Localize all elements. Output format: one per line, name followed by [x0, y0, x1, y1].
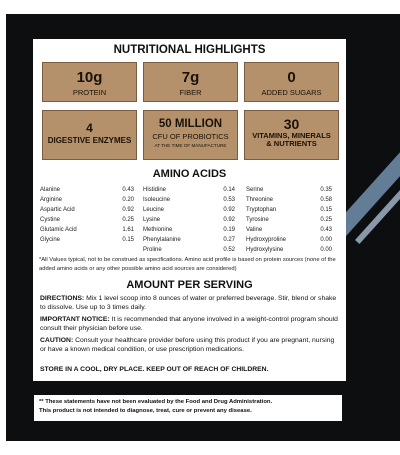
amino-name: Hydroxylysine	[246, 247, 284, 253]
amino-column-2	[143, 185, 235, 255]
amino-value: 0.27	[223, 237, 235, 243]
nutritional-highlights-title: NUTRITIONAL HIGHLIGHTS	[113, 44, 266, 56]
disclaimer-line-2: This product is not intended to diagnose, treat, cure or prevent any disease.	[39, 407, 252, 414]
tile-label: FIBER	[179, 88, 202, 97]
tile-value: 0	[287, 69, 296, 86]
amino-value: 0.14	[223, 187, 235, 193]
amino-name: Lysine	[143, 217, 161, 223]
tile-label: PROTEIN	[72, 88, 107, 97]
amino-name: Cystine	[40, 217, 61, 223]
amino-value: 0.19	[223, 227, 235, 233]
amino-row	[246, 245, 332, 255]
tile-value: 4	[86, 121, 93, 135]
amino-value: 0.25	[320, 217, 332, 223]
amino-acids-heading: AMINO ACIDS	[152, 168, 227, 180]
amino-value: 0.53	[223, 197, 235, 203]
amino-row	[246, 205, 332, 215]
amino-name: Phenylalanine	[143, 237, 181, 243]
amino-row	[40, 205, 134, 215]
amino-row	[143, 225, 235, 235]
amino-row	[40, 195, 134, 205]
directions-text: Mix 1 level scoop into 8 ounces of water or preferred beverage. Stir, blend or shake to dissolve. Use up to 3 times daily.	[40, 295, 337, 311]
fda-disclaimer	[34, 395, 342, 421]
amino-row	[143, 235, 235, 245]
amino-name: Leucine	[143, 207, 165, 213]
amino-name: Histidine	[143, 187, 167, 193]
tile-vitamins-minerals	[244, 110, 339, 160]
amino-row	[143, 215, 235, 225]
amino-row	[40, 215, 134, 225]
amino-value: 0.92	[223, 217, 235, 223]
amino-value: 0.35	[320, 187, 332, 193]
tile-value: 10g	[76, 69, 103, 86]
tile-label: ADDED SUGARS	[261, 88, 322, 97]
amino-column-1	[40, 185, 134, 245]
amount-per-serving-heading: AMOUNT PER SERVING	[126, 279, 253, 291]
tile-fiber	[143, 62, 238, 102]
amino-row	[143, 195, 235, 205]
amino-footnote: *All Values typical, not to be construed as specifications. Amino acid profile is based on protein sources (none of the added amino acids or any other possible amino acid sources are considered)	[39, 257, 336, 272]
amino-value: 0.15	[320, 207, 332, 213]
amino-name: Serine	[246, 187, 264, 193]
amino-value: 0.92	[223, 207, 235, 213]
tile-protein	[42, 62, 137, 102]
storage-warning: STORE IN A COOL, DRY PLACE. KEEP OUT OF REACH OF CHILDREN.	[40, 366, 269, 373]
amino-name: Valine	[246, 227, 263, 233]
amino-name: Glutamic Acid	[40, 227, 77, 233]
amino-name: Threonine	[246, 197, 274, 203]
tile-digestive-enzymes	[42, 110, 137, 160]
amino-row	[246, 185, 332, 195]
amino-name: Arginine	[40, 197, 63, 203]
amino-value: 0.00	[320, 237, 332, 243]
amino-row	[40, 225, 134, 235]
amino-value: 1.61	[122, 227, 134, 233]
amino-row	[143, 245, 235, 255]
amino-name: Methionine	[143, 227, 173, 233]
amino-value: 0.00	[320, 247, 332, 253]
notice-text: It is recommended that anyone involved in a weight-control program should consult their physician before use.	[40, 316, 338, 332]
amino-row	[143, 205, 235, 215]
tile-label: DIGESTIVE ENZYMES	[47, 136, 132, 145]
amino-name: Tyrosine	[246, 217, 269, 223]
amino-name: Isoleucine	[143, 197, 171, 203]
notice-label: IMPORTANT NOTICE:	[40, 316, 110, 323]
amino-value: 0.43	[122, 187, 134, 193]
amino-value: 0.52	[223, 247, 235, 253]
amino-row	[143, 185, 235, 195]
amino-value: 0.20	[122, 197, 134, 203]
amino-name: Proline	[143, 247, 162, 253]
amino-name: Alanine	[40, 187, 61, 193]
amino-name: Tryptophan	[246, 207, 277, 213]
amino-name: Glycine	[40, 237, 61, 243]
amino-value: 0.43	[320, 227, 332, 233]
amino-row	[246, 215, 332, 225]
amino-value: 0.15	[122, 237, 134, 243]
amino-row	[40, 235, 134, 245]
caution-label: CAUTION:	[40, 337, 74, 344]
important-notice	[40, 316, 342, 333]
tile-added-sugars	[244, 62, 339, 102]
amino-column-3	[246, 185, 332, 255]
amino-value: 0.25	[122, 217, 134, 223]
amino-row	[246, 235, 332, 245]
tile-label: CFU OF PROBIOTICS	[152, 131, 229, 141]
amino-name: Hydroxyproline	[246, 237, 287, 243]
tile-value: 50 MILLION	[158, 118, 223, 130]
tile-value: 7g	[181, 69, 200, 86]
label-panel	[33, 39, 346, 381]
caution-text: Consult your healthcare provider before using this product if you are pregnant, nursing or have a known medical condition, or use prescription medications.	[40, 337, 335, 353]
amino-row	[40, 185, 134, 195]
directions-label: DIRECTIONS:	[40, 295, 85, 302]
caution	[40, 337, 342, 354]
tile-value: 30	[283, 116, 300, 132]
tile-sublabel: AT THE TIME OF MANUFACTURE	[154, 142, 227, 148]
amino-value: 0.92	[122, 207, 134, 213]
tile-label-line2: & NUTRIENTS	[266, 139, 317, 149]
amino-name: Aspartic Acid	[40, 207, 75, 213]
directions	[40, 295, 342, 312]
tile-probiotics	[143, 110, 238, 160]
amino-row	[246, 195, 332, 205]
tile-label: VITAMINS, MINERALS	[252, 131, 331, 140]
disclaimer-line-1: ** These statements have not been evaluated by the Food and Drug Administration.	[39, 399, 273, 405]
amino-value: 0.58	[320, 197, 332, 203]
amino-row	[246, 225, 332, 235]
